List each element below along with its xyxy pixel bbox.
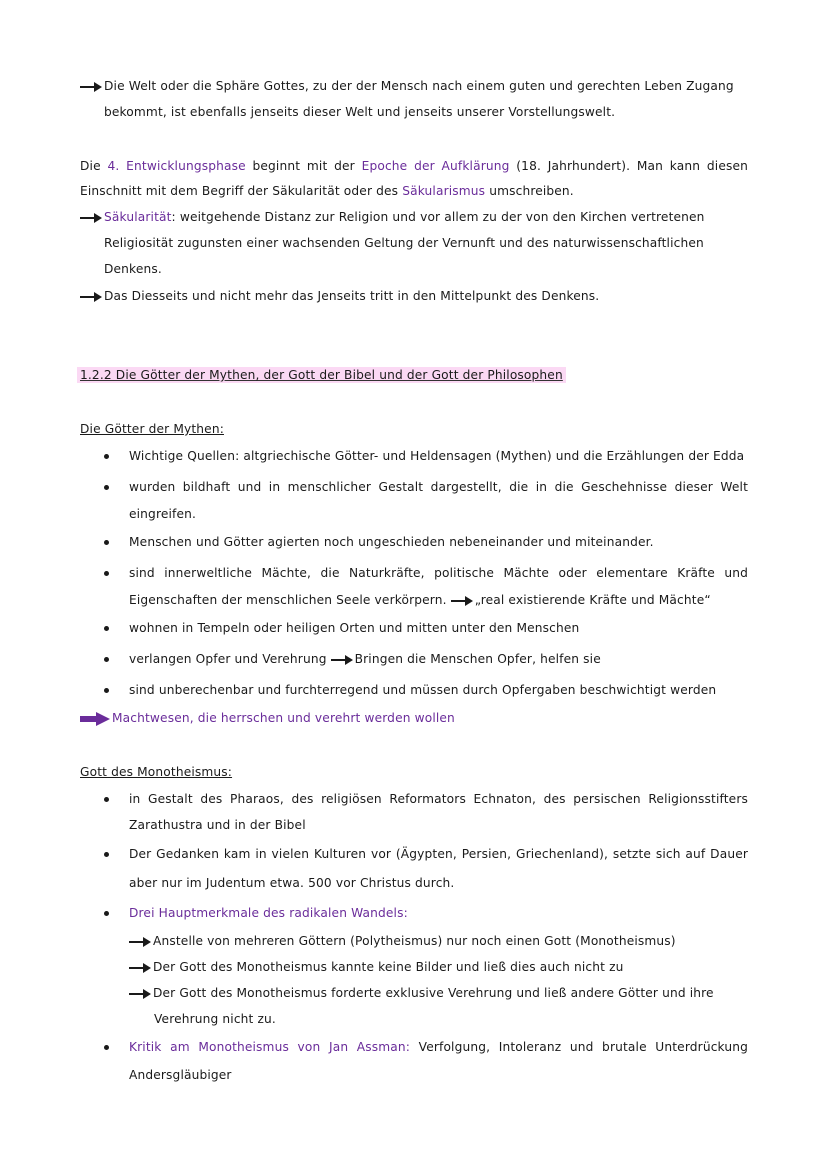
mono-b4a: Kritik am Monotheismus von Jan Assman: Verfolgung, Intoleranz und brutale Unterdrückung bbox=[129, 1040, 749, 1054]
arrow-right-icon bbox=[129, 989, 151, 999]
arrow-right-icon bbox=[80, 82, 102, 92]
mono-s3b: Verehrung nicht zu. bbox=[154, 1012, 276, 1026]
sec1-line1: Die Welt oder die Sphäre Gottes, zu der der Mensch nach einem guten und gerechten Leben Zugang bbox=[80, 78, 734, 94]
mythen-title: Die Götter der Mythen: bbox=[80, 422, 224, 436]
bullet-dot bbox=[104, 852, 109, 857]
mono-s2: Der Gott des Monotheismus kannte keine Bilder und ließ dies auch nicht zu bbox=[129, 959, 624, 975]
bullet-dot bbox=[104, 797, 109, 802]
mono-b1b: Zarathustra und in der Bibel bbox=[129, 818, 306, 832]
saekularitaet-line2: Religiosität zugunsten einer wachsenden Geltung der Vernunft und des naturwissenschaftlichen bbox=[104, 236, 704, 250]
bullet-dot bbox=[104, 540, 109, 545]
mono-b2b: aber nur im Judentum etwa. 500 vor Christus durch. bbox=[129, 876, 455, 890]
mythen-b2b: eingreifen. bbox=[129, 507, 197, 521]
bullet-dot bbox=[104, 1045, 109, 1050]
section-heading: 1.2.2 Die Götter der Mythen, der Gott der Bibel und der Gott der Philosophen bbox=[77, 367, 566, 383]
mythen-summary: Machtwesen, die herrschen und verehrt werden wollen bbox=[80, 710, 455, 726]
phase-line2: Einschnitt mit dem Begriff der Säkularität oder des Säkularismus umschreiben. bbox=[80, 184, 574, 198]
arrow-right-icon bbox=[129, 937, 151, 947]
phase-line1: Die 4. Entwicklungsphase beginnt mit der Epoche der Aufklärung (18. Jahrhundert). Man kann diesen bbox=[80, 159, 748, 173]
arrow-right-icon bbox=[80, 213, 102, 223]
bullet-dot bbox=[104, 657, 109, 662]
mythen-b7: sind unberechenbar und furchterregend und müssen durch Opfergaben beschwichtigt werden bbox=[129, 683, 717, 697]
mythen-b3: Menschen und Götter agierten noch ungeschieden nebeneinander und miteinander. bbox=[129, 535, 654, 549]
mythen-b4a: sind innerweltliche Mächte, die Naturkräfte, politische Mächte oder elementare Kräfte und bbox=[129, 566, 748, 580]
mono-b4c: Andersgläubiger bbox=[129, 1068, 232, 1082]
mythen-b1: Wichtige Quellen: altgriechische Götter- und Heldensagen (Mythen) und die Erzählungen der Edda bbox=[129, 449, 745, 463]
arrow-right-icon bbox=[331, 655, 353, 665]
arrow-right-icon bbox=[451, 596, 473, 606]
mythen-b4b: Eigenschaften der menschlichen Seele verkörpern. „real existierende Kräfte und Mächte“ bbox=[129, 593, 711, 607]
bullet-dot bbox=[104, 454, 109, 459]
sec1-line2: bekommt, ist ebenfalls jenseits dieser Welt und jenseits unserer Vorstellungswelt. bbox=[104, 105, 616, 119]
saekularismus-term: Säkularismus bbox=[402, 184, 486, 198]
mono-b3: Drei Hauptmerkmale des radikalen Wandels: bbox=[129, 906, 408, 920]
mono-s3a: Der Gott des Monotheismus forderte exklusive Verehrung und ließ andere Götter und ihre bbox=[129, 985, 714, 1001]
bullet-dot bbox=[104, 485, 109, 490]
bullet-dot bbox=[104, 571, 109, 576]
mythen-b6: verlangen Opfer und Verehrung Bringen die Menschen Opfer, helfen sie bbox=[129, 652, 601, 666]
mono-b2a: Der Gedanken kam in vielen Kulturen vor (Ägypten, Persien, Griechenland), setzte sich auf Dauer bbox=[129, 847, 748, 861]
mythen-b2a: wurden bildhaft und in menschlicher Gestalt dargestellt, die in die Geschehnisse dieser Welt bbox=[129, 480, 748, 494]
arrow-right-icon bbox=[129, 963, 151, 973]
bullet-dot bbox=[104, 626, 109, 631]
mono-title: Gott des Monotheismus: bbox=[80, 765, 233, 779]
epoch-term: Epoche der Aufklärung bbox=[361, 159, 510, 173]
saekularitaet-line1: Säkularität: weitgehende Distanz zur Religion und vor allem zu der von den Kirchen vertretenen bbox=[80, 209, 705, 225]
bullet-dot bbox=[104, 911, 109, 916]
mono-b1a: in Gestalt des Pharaos, des religiösen Reformators Echnaton, des persischen Religionsstifters bbox=[129, 792, 748, 806]
mythen-b5: wohnen in Tempeln oder heiligen Orten und mitten unter den Menschen bbox=[129, 621, 580, 635]
bullet-dot bbox=[104, 688, 109, 693]
arrow-right-icon bbox=[80, 292, 102, 302]
saekularitaet-line3: Denkens. bbox=[104, 262, 162, 276]
phase-term: 4. Entwicklungsphase bbox=[107, 159, 246, 173]
thick-arrow-icon bbox=[80, 712, 110, 726]
diesseits-line: Das Diesseits und nicht mehr das Jenseits tritt in den Mittelpunkt des Denkens. bbox=[80, 288, 599, 304]
mono-s1: Anstelle von mehreren Göttern (Polytheismus) nur noch einen Gott (Monotheismus) bbox=[129, 933, 676, 949]
